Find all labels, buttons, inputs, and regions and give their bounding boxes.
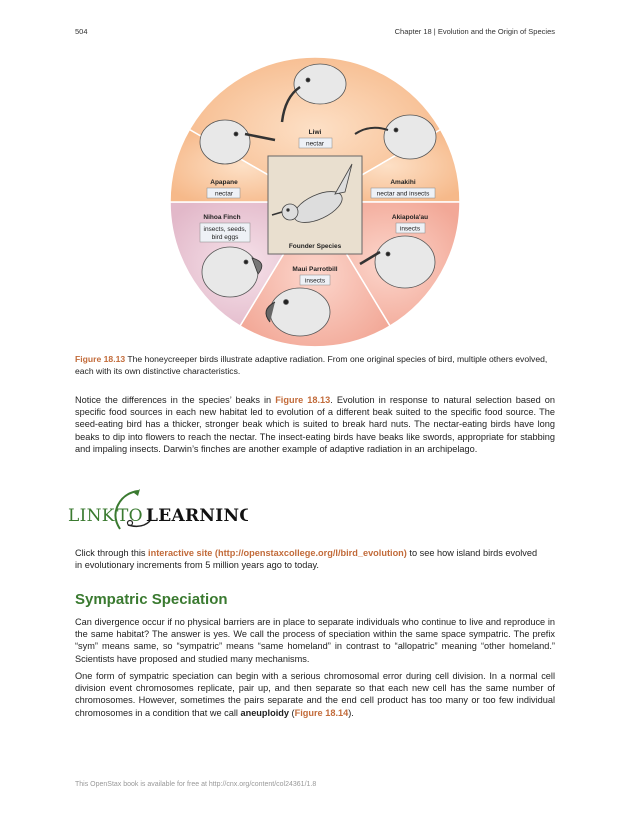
figure-caption-text: The honeycreeper birds illustrate adaptive radiation. From one original species of bird, multiple others evolved, each with its own distinctive characteristics. bbox=[75, 354, 548, 376]
nihoa-finch-diet-line1: insects, seeds, bbox=[203, 226, 247, 233]
founder-species-label: Founder Species bbox=[288, 243, 342, 250]
paragraph-sympatric: Can divergence occur if no physical barriers are in place to separate individuals who continue to live and reproduce in the same habitat? The answer is yes. We call the process of speciation within the same space sympatric. The prefix “sym” means same, so “sympatric” means “same homeland” in contrast to “allopatric” meaning “other homeland.” Scientists have proposed and studied many mechanisms. bbox=[75, 617, 555, 664]
paren-open: ( bbox=[288, 707, 295, 718]
figure-caption bbox=[75, 354, 555, 377]
footer-note: This OpenStax book is available for free at http://cnx.org/content/col24361/1.8 bbox=[75, 781, 317, 788]
ltl-word-link: LINK bbox=[68, 506, 115, 526]
nihoa-finch-diet-line2: bird eggs bbox=[211, 234, 239, 241]
ltl-word-learning: LEARNING bbox=[146, 506, 248, 526]
paren-close: ). bbox=[348, 707, 354, 718]
figure-caption-label: Figure 18.13 bbox=[75, 354, 126, 364]
nihoa-finch-name: Nihoa Finch bbox=[203, 214, 241, 221]
click-text-2: to see how island birds evolved in evolutionary increments from 5 million years ago to today. bbox=[75, 548, 538, 571]
apapane-name: Apapane bbox=[210, 179, 238, 186]
page-number: 504 bbox=[75, 27, 88, 36]
chapter-header: Chapter 18 | Evolution and the Origin of Species bbox=[394, 27, 555, 36]
paragraph-beaks-text: Notice the differences in the species’ beaks in bbox=[75, 395, 276, 405]
link-to-learning-graphic bbox=[68, 487, 248, 533]
paragraph-aneuploidy bbox=[75, 670, 555, 719]
amakihi-diet: nectar and insects bbox=[376, 190, 430, 198]
amakihi-name: Amakihi bbox=[390, 179, 416, 186]
click-text: Click through this bbox=[75, 548, 149, 558]
paragraph-aneuploidy-text: One form of sympatric speciation can begin with a serious chromosomal error during cell division. In a normal cell division event chromosomes replicate, pair up, and then separate so that each new cell has the same number of chromosomes. However, sometimes the pairs separate and the end cell product has too many or too few individual chromosomes in a condition that we call bbox=[75, 671, 555, 718]
maui-parrotbill-diet: insects bbox=[304, 277, 326, 285]
akiapolaau-diet: insects bbox=[399, 225, 421, 233]
maui-parrotbill-name: Maui Parrotbill bbox=[292, 266, 338, 273]
akiapolaau-name: Akiapola'au bbox=[391, 214, 429, 221]
aneuploidy-term: aneuploidy bbox=[240, 707, 289, 718]
figure-18-14-link[interactable]: Figure 18.14 bbox=[294, 707, 349, 718]
liwi-name: Liwi bbox=[308, 129, 322, 136]
apapane-diet: nectar bbox=[214, 190, 234, 198]
liwi-diet: nectar bbox=[305, 140, 325, 148]
paragraph-beaks-text-2: . Evolution in response to natural selection based on specific food sources in each new habitat led to evolution of a different beak suited to the specific food source. The seed-eating bird has a thicker, stronger beak which is suited to break hard nuts. The nectar-eating birds have long beaks to dip into flowers to reach the nectar. The insect-eating birds have beaks like swords, appropriate for stabbing and impaling insects. Darwin’s finches are another example of adaptive radiation in an archipelago. bbox=[75, 395, 555, 454]
figure-18-13-link[interactable]: Figure 18.13 bbox=[275, 395, 331, 405]
ltl-word-to: TO bbox=[117, 506, 143, 526]
paragraph-beaks bbox=[75, 394, 555, 455]
section-title: Sympatric Speciation bbox=[75, 591, 228, 608]
link-to-learning-logo bbox=[68, 487, 248, 533]
interactive-site-link[interactable]: interactive site (http://openstaxcollege.org/l/bird_evolution) bbox=[148, 548, 407, 558]
honeycreeper-figure bbox=[160, 52, 470, 352]
link-to-learning-text bbox=[75, 547, 545, 571]
